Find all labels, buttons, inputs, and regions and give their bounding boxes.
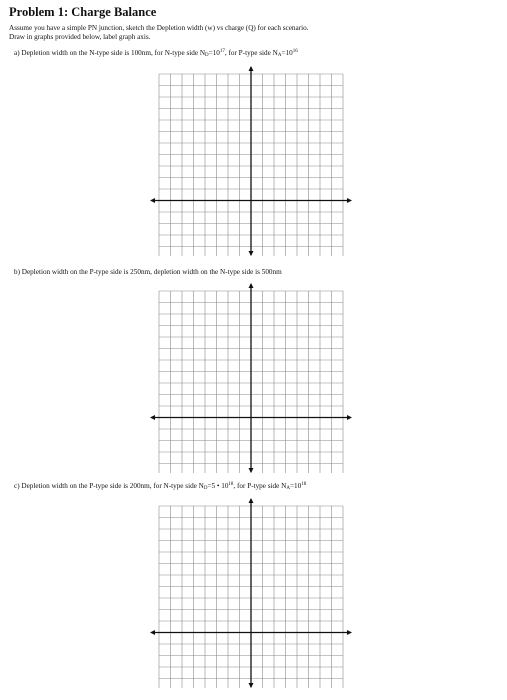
part-c-question: [14, 482, 306, 491]
y-axis-up-arrow: [249, 66, 254, 71]
part-a-nd-value: =10: [208, 49, 220, 57]
x-axis-right-arrow: [347, 630, 352, 635]
coordinate-grid[interactable]: [149, 498, 353, 688]
y-axis-down-arrow: [249, 251, 254, 256]
y-axis-down-arrow: [249, 683, 254, 688]
x-axis-left-arrow: [150, 415, 155, 420]
part-a-mid-text: , for P-type side N: [224, 49, 278, 57]
instruction-line-2: Draw in graphs provided below, label graph axis.: [9, 33, 151, 41]
part-c-nd-exponent: 18: [228, 482, 234, 487]
part-a-na-value: =10: [281, 49, 293, 57]
part-c-nd-value: =5 • 10: [207, 482, 229, 490]
instruction-line-1: Assume you have a simple PN junction, sketch the Depletion width (w) vs charge (Q) for each scenario.: [9, 24, 309, 32]
part-a-nd-subscript: D: [205, 53, 209, 58]
graph-a[interactable]: [149, 66, 353, 256]
part-c-text: c) Depletion width on the P-type side is 200nm, for N-type side N: [14, 482, 204, 490]
part-a-question: [14, 49, 298, 58]
graph-c[interactable]: [149, 498, 353, 688]
part-a-na-subscript: A: [277, 53, 282, 58]
part-c-na-subscript: A: [286, 486, 290, 491]
x-axis-right-arrow: [347, 198, 352, 203]
x-axis-left-arrow: [150, 198, 155, 203]
y-axis-up-arrow: [249, 283, 254, 288]
y-axis-up-arrow: [249, 498, 254, 503]
x-axis-left-arrow: [150, 630, 155, 635]
y-axis-down-arrow: [249, 468, 254, 473]
part-a-nd-exponent: 17: [219, 49, 225, 54]
part-a-text: a) Depletion width on the N-type side is 100nm, for N-type side N: [14, 49, 206, 57]
x-axis-right-arrow: [347, 415, 352, 420]
coordinate-grid[interactable]: [149, 66, 353, 256]
part-b-question: b) Depletion width on the P-type side is 250nm, depletion width on the N-type side is 500nm: [14, 268, 282, 276]
part-c-mid-text: , for P-type side N: [233, 482, 287, 490]
problem-title: Problem 1: Charge Balance: [9, 5, 157, 19]
graph-b[interactable]: [149, 283, 353, 473]
part-c-na-exponent: 18: [301, 482, 307, 487]
axes: [150, 283, 352, 473]
axes: [150, 66, 352, 256]
axes: [150, 498, 352, 688]
part-c-nd-subscript: D: [203, 486, 208, 491]
part-a-na-exponent: 16: [292, 49, 298, 54]
problem-instructions: [9, 24, 504, 42]
coordinate-grid[interactable]: [149, 283, 353, 473]
part-c-na-value: =10: [289, 482, 302, 490]
